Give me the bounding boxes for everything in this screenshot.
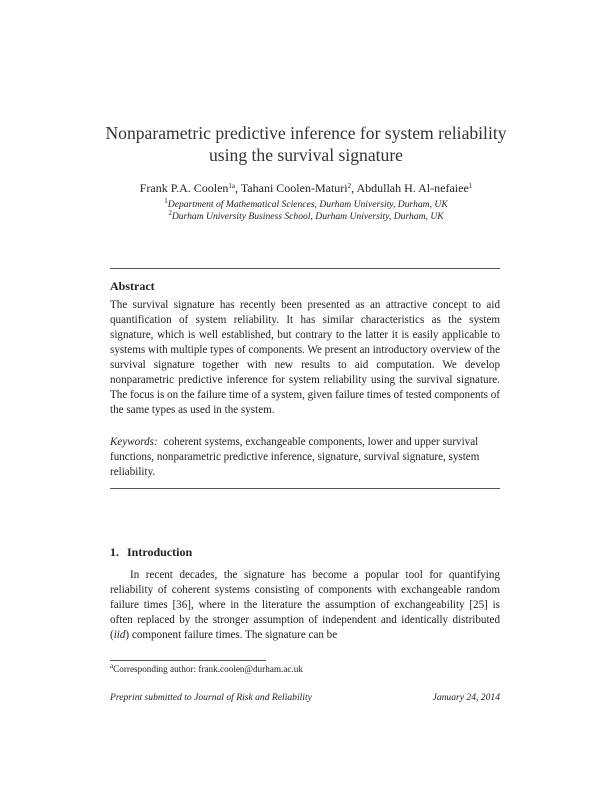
- keywords-label: Keywords:: [110, 436, 158, 448]
- author-list: [60, 181, 552, 195]
- affiliation-mark: 1: [164, 197, 168, 205]
- intro-text-after: ) component failure times. The signature can be: [125, 629, 338, 641]
- keywords-text: coherent systems, exchangeable components, lower and upper survival functions, nonparametric predictive inference, signature, survival signature, system reliability.: [110, 436, 480, 478]
- abstract-text: The survival signature has recently been presented as an attractive concept to aid quantification of system reliability. It has similar characteristics as the system signature, which is well established, but contrary to the latter it is easily applicable to systems with multiple types of components. We present an introductory overview of the survival signature together with new results to aid computation. We develop nonparametric predictive inference for system reliability using the survival signature. The focus is on the failure time of a system, given failure times of tested components of the same types as used in the system.: [110, 299, 500, 416]
- abstract-heading: Abstract: [110, 279, 155, 293]
- author-separator: ,: [351, 181, 357, 195]
- footnote-rule: [110, 660, 266, 661]
- footer-date: January 24, 2014: [432, 692, 500, 703]
- footnote: [110, 663, 303, 675]
- intro-iid: iid: [113, 629, 126, 641]
- section-title: Introduction: [127, 545, 193, 559]
- introduction-paragraph: [110, 568, 500, 643]
- title-line-1: Nonparametric predictive inference for system reliability: [105, 123, 507, 143]
- affiliation-mark: 2: [168, 209, 172, 217]
- author-separator: ,: [235, 181, 241, 195]
- abstract-top-rule: [110, 268, 500, 269]
- title-line-2: using the survival signature: [209, 145, 403, 165]
- paper-title: [60, 122, 552, 166]
- author-mark: 2: [347, 182, 352, 190]
- author-mark: 1a: [228, 182, 236, 190]
- keywords: [110, 435, 500, 480]
- footnote-mark: a: [110, 662, 114, 670]
- author-name: Tahani Coolen-Maturi: [240, 181, 348, 195]
- footnote-text: Corresponding author: frank.coolen@durham.ac.uk: [113, 664, 303, 674]
- affiliation-text: Durham University Business School, Durham University, Durham, UK: [171, 211, 444, 222]
- section-number: 1.: [110, 545, 119, 559]
- affiliation: [60, 211, 552, 223]
- author-name: Abdullah H. Al-nefaiee: [356, 181, 469, 195]
- intro-text-before: In recent decades, the signature has become a popular tool for quantifying reliability of coherent systems consisting of components with exchangeable random failure times [36], where in the literature the assumption of exchangeability [25] is often replaced by the stronger assumption of independent and identically distributed (: [110, 569, 500, 641]
- affiliation-text: Department of Mathematical Sciences, Durham University, Durham, UK: [167, 199, 448, 210]
- abstract-bottom-rule: [110, 488, 500, 489]
- author-mark: 1: [468, 182, 473, 190]
- footer-journal: Preprint submitted to Journal of Risk and Reliability: [110, 692, 312, 703]
- affiliation: [60, 199, 552, 211]
- section-heading: [110, 545, 192, 560]
- author-name: Frank P.A. Coolen: [139, 181, 229, 195]
